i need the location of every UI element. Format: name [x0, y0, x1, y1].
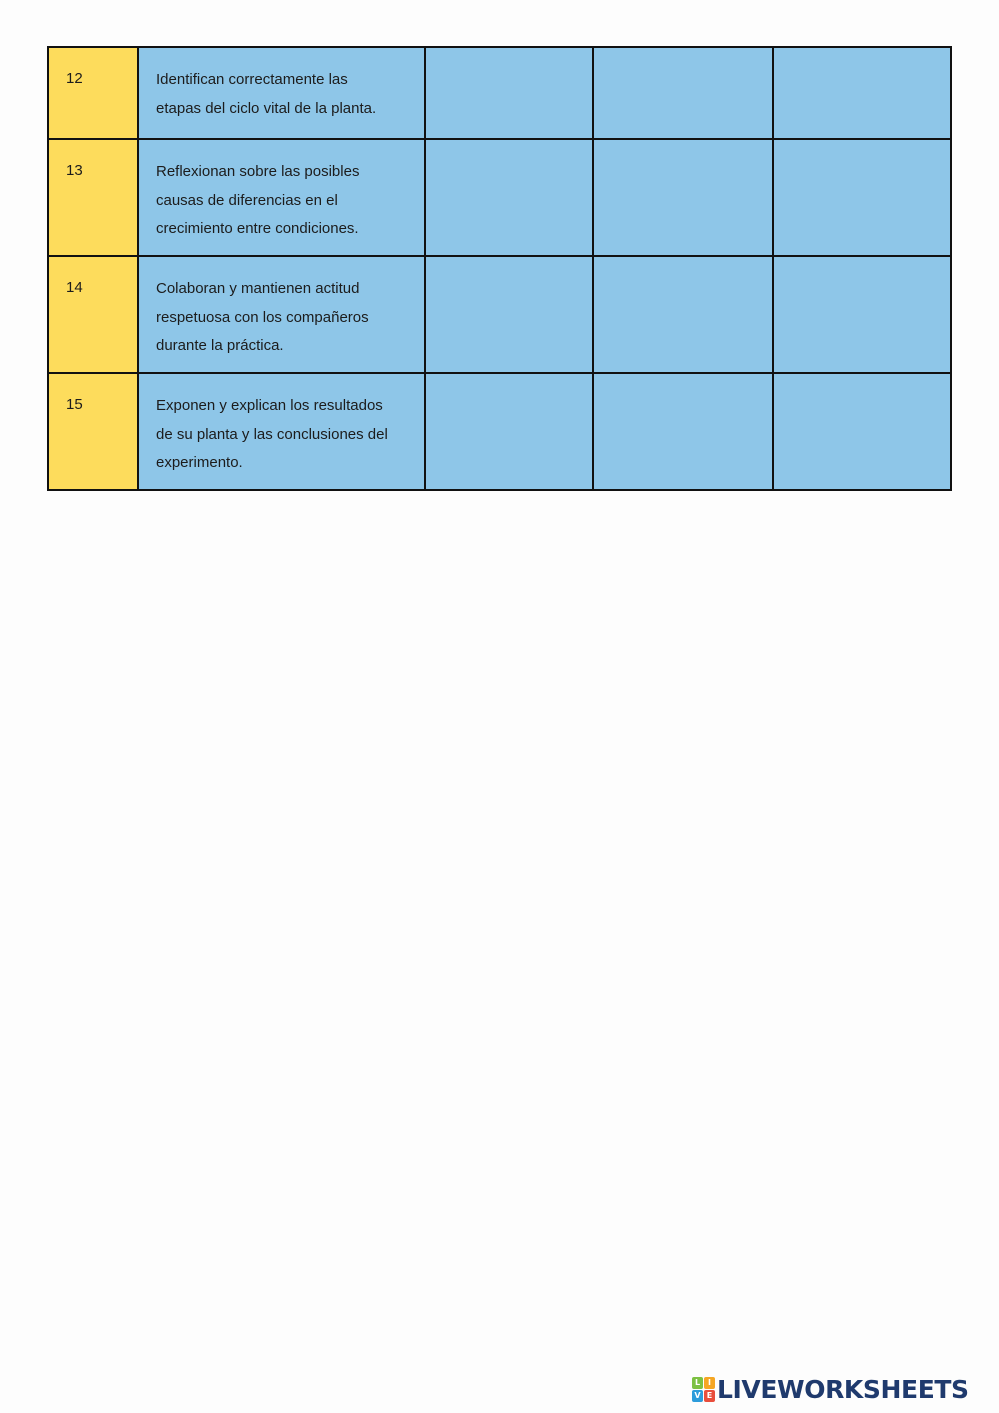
- answer-cell[interactable]: [425, 373, 593, 490]
- answer-cell[interactable]: [593, 373, 773, 490]
- answer-cell[interactable]: [593, 47, 773, 139]
- criterion-line: durante la práctica.: [156, 337, 284, 354]
- table-row: [48, 47, 951, 139]
- criterion-text: [139, 140, 424, 244]
- criterion-line: crecimiento entre condiciones.: [156, 220, 359, 237]
- logo-tile: L: [692, 1377, 703, 1389]
- answer-cell[interactable]: [773, 373, 951, 490]
- criterion-line: respetuosa con los compañeros: [156, 308, 369, 326]
- liveworksheets-icon: [692, 1377, 715, 1402]
- logo-tile: I: [704, 1377, 715, 1389]
- criterion-cell: [138, 373, 425, 490]
- item-number-cell: [48, 139, 138, 256]
- item-number-cell: [48, 373, 138, 490]
- answer-cell[interactable]: [425, 47, 593, 139]
- item-number: 14: [66, 279, 83, 296]
- item-number-cell: [48, 47, 138, 139]
- criterion-cell: [138, 47, 425, 139]
- answer-cell[interactable]: [425, 139, 593, 256]
- answer-cell[interactable]: [773, 139, 951, 256]
- answer-cell[interactable]: [773, 256, 951, 373]
- item-number-cell: [48, 256, 138, 373]
- table-row: [48, 256, 951, 373]
- answer-cell[interactable]: [593, 256, 773, 373]
- item-number: 15: [66, 396, 83, 413]
- criterion-line: Reflexionan sobre las posibles: [156, 163, 360, 180]
- criterion-line: experimento.: [156, 454, 243, 471]
- item-number: 12: [66, 70, 83, 87]
- answer-cell[interactable]: [773, 47, 951, 139]
- criterion-cell: [138, 256, 425, 373]
- criterion-line: de su planta y las conclusiones del: [156, 425, 388, 443]
- logo-text: LIVEWORKSHEETS: [717, 1374, 969, 1404]
- table-row: [48, 139, 951, 256]
- table-row: [48, 373, 951, 490]
- criterion-cell: [138, 139, 425, 256]
- criterion-line: Exponen y explican los resultados: [156, 397, 383, 414]
- logo-tile: V: [692, 1390, 703, 1402]
- criterion-line: Identifican correctamente las: [156, 71, 348, 88]
- criterion-line: causas de diferencias en el: [156, 191, 338, 209]
- evaluation-table: [47, 46, 952, 491]
- liveworksheets-logo: [692, 1376, 969, 1402]
- criterion-line: etapas del ciclo vital de la planta.: [156, 99, 377, 117]
- criterion-text: [139, 48, 424, 123]
- criterion-text: [139, 257, 424, 361]
- criterion-text: [139, 374, 424, 478]
- answer-cell[interactable]: [425, 256, 593, 373]
- answer-cell[interactable]: [593, 139, 773, 256]
- criterion-line: Colaboran y mantienen actitud: [156, 280, 360, 297]
- item-number: 13: [66, 162, 83, 179]
- logo-tile: E: [704, 1390, 715, 1402]
